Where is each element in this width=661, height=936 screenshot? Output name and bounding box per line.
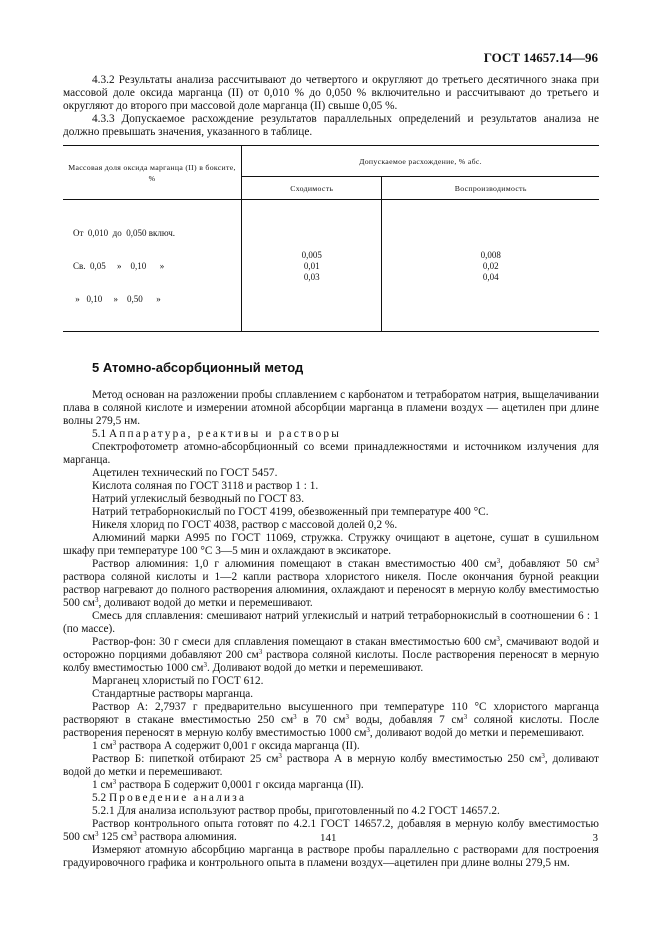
document-body: [63, 74, 599, 870]
table-cell-range: От 0,010 до 0,050 включ.: [73, 228, 176, 238]
table-cell-range: Св. 0,05 » 0,10 »: [73, 261, 165, 271]
item-control-solution: Раствор контрольного опыта готовят по 4.2.1 ГОСТ 14657.2, добавляя в мерную колбу вместимостью 500 $см^3$ 125 $см^3$ раствора алюминия.: [63, 818, 599, 843]
item-standard-solutions: Стандартные растворы марганца.: [92, 688, 254, 700]
table-cell-reproducibility: 0,02: [482, 261, 499, 271]
item-solution-b: Раствор Б: пипеткой отбирают 25 $см^3$ раствора А в мерную колбу вместимостью 250 $см^3$, доливают водой до метки и перемешивают.: [63, 752, 599, 778]
tolerance-table: [63, 145, 599, 332]
item-background-solution: Раствор-фон: 30 г смеси для сплавления помещают в стакан вместимостью 600 $см^3$, смачивают водой и осторожно порциями добавляют 200 $см^3$ раствора соляной кислоты. После растворения переносят в мерную колбу вместимостью 1000 $см^3$. Доливают водой до метки и перемешивают.: [63, 635, 600, 674]
paragraph-5-2-1: 5.2.1 Для анализа используют раствор пробы, приготовленный по 4.2 ГОСТ 14657.2.: [92, 805, 500, 817]
table-header-convergence: Сходимость: [242, 177, 382, 200]
table-header-reproducibility: Воспроизводимость: [382, 177, 599, 200]
item-manganese-chloride: Марганец хлористый по ГОСТ 612.: [92, 675, 264, 687]
item-solution-b-content: 1 $см^3$ раствора Б содержит 0,0001 г оксида марганца (II).: [92, 778, 364, 791]
item-sodium-tetraborate: Натрий тетраборнокислый по ГОСТ 4199, обезвоженный при температуре 400 °С.: [92, 506, 489, 518]
sheet-number: 3: [592, 832, 598, 844]
item-fusion-mix: Смесь для сплавления: смешивают натрий углекислый и натрий тетраборнокислый в соотношении 6 : 1 (по массе).: [63, 610, 599, 635]
item-hydrochloric-acid: Кислота соляная по ГОСТ 3118 и раствор 1 : 1.: [92, 480, 319, 492]
heading-5-2: 5.2 Проведение анализа: [92, 792, 247, 804]
item-aluminium-solution: Раствор алюминия: 1,0 г алюминия помещают в стакан вместимостью 400 $см^3$, добавляют 50 $см^3$ раствора соляной кислоты и 1—2 капли раствора хлористого никеля. После окончания бурной реакции раствор нагревают до полного растворения алюминия, охлаждают и переносят в мерную колбу вместимостью 500 $см^3$, доливают водой до метки и перемешивают.: [63, 557, 599, 609]
paragraph-4-3-3: 4.3.3 Допускаемое расхождение результатов параллельных определений и результатов анализа не должно превышать значения, указанного в таблице.: [63, 113, 599, 138]
item-sodium-carbonate: Натрий углекислый безводный по ГОСТ 83.: [92, 493, 305, 505]
item-solution-a: Раствор А: 2,7937 г предварительно высушенного при температуре 110 °С хлористого марганца растворяют в стакане вместимостью 250 $см^3$ в 70 $см^3$ воды, добавляя 7 $см^3$ соляной кислоты. После растворения переносят в мерную колбу вместимостью 1000 $см^3$, доливают водой до метки и перемешивают.: [63, 701, 599, 739]
table-header-tolerance: Допускаемое расхождение, % абс.: [242, 146, 600, 177]
table-cell-convergence: 0,03: [303, 272, 320, 282]
heading-5-1: 5.1 Аппаратура, реактивы и растворы: [92, 428, 342, 440]
section-5-title: 5 Атомно-абсорбционный метод: [92, 360, 304, 375]
table-cell-reproducibility: 0,008: [480, 250, 501, 260]
table-cell-range: » 0,10 » 0,50 »: [73, 294, 161, 304]
table-cell-reproducibility: 0,04: [482, 272, 499, 282]
paragraph-4-3-2: 4.3.2 Результаты анализа рассчитывают до четвертого и округляют до третьего десятичного знака при массовой доле оксида марганца (II) от 0,010 % до 0,050 % включительно и рассчитывают до третьего и округляют до второго при массовой доле марганца (II) свыше 0,05 %.: [63, 74, 599, 112]
page-number: 141: [320, 832, 337, 844]
method-intro: Метод основан на разложении пробы сплавлением с карбонатом и тетраборатом натрия, выщелачивании плава в соляной кислоте и измерении атомной абсорбции марганца в пламени воздух — ацетилен при длине волны 279,5 нм.: [63, 389, 599, 427]
table-body-row: [63, 200, 599, 332]
item-nickel-chloride: Никеля хлорид по ГОСТ 4038, раствор с массовой долей 0,2 %.: [92, 519, 398, 531]
item-aluminium: Алюминий марки А995 по ГОСТ 11069, стружка. Стружку очищают в ацетоне, сушат в сушильном шкафу при температуре 100 °С 3—5 мин и охлаждают в эксикаторе.: [63, 532, 599, 557]
table-cell-convergence: 0,01: [303, 261, 320, 271]
table-header-mass-fraction: Массовая доля оксида марганца (II) в боксите, %: [63, 146, 242, 200]
table-cell-convergence: 0,005: [301, 250, 322, 260]
item-solution-a-content: 1 $см^3$ раствора А содержит 0,001 г оксида марганца (II).: [92, 739, 360, 752]
standard-header: ГОСТ 14657.14—96: [483, 50, 598, 65]
item-measurement: Измеряют атомную абсорбцию марганца в растворе пробы параллельно с растворами для построения градуировочного графика и контрольного опыта в пламени воздух—ацетилен при длине волны 279,5 нм.: [63, 844, 599, 869]
item-acetylene: Ацетилен технический по ГОСТ 5457.: [92, 467, 278, 479]
item-spectrophotometer: Спектрофотометр атомно-абсорбционный со всеми принадлежностями и источником излучения для марганца.: [63, 441, 599, 466]
